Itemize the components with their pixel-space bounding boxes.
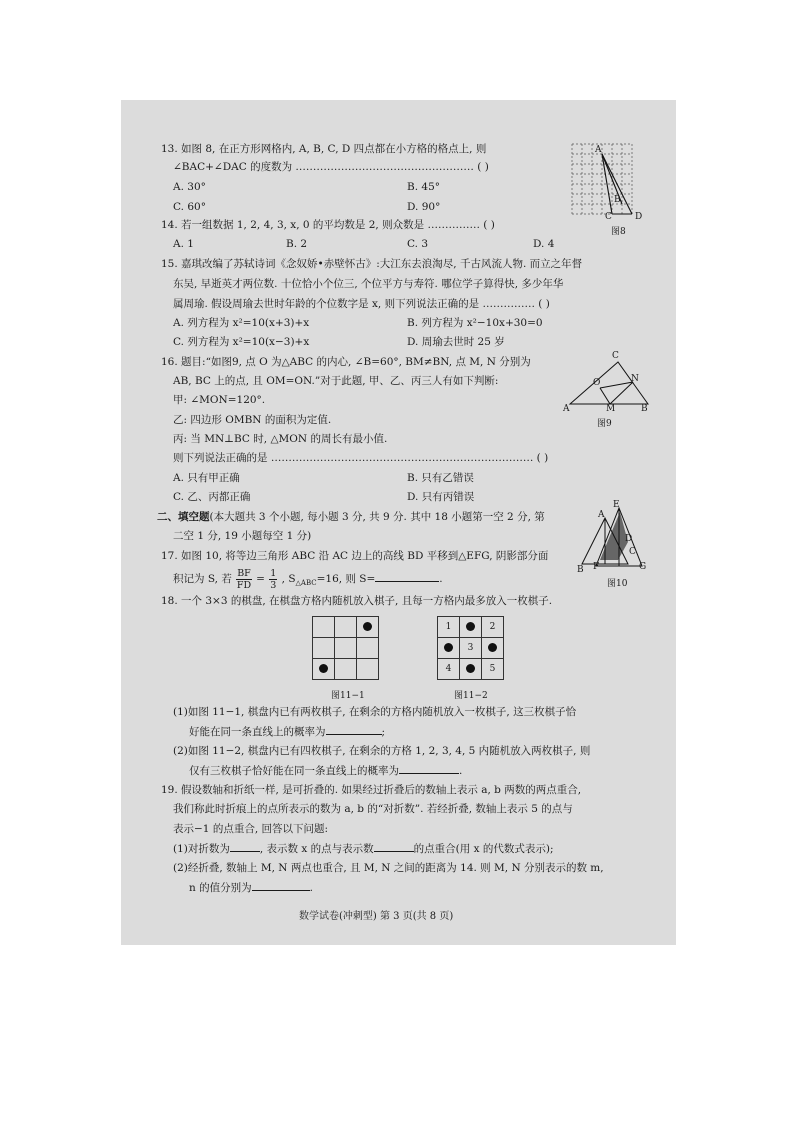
q19-blank-mn-values[interactable]: [252, 880, 310, 891]
q17-end: .: [439, 573, 443, 585]
q16-option-c: C. 乙、丙都正确: [173, 491, 251, 503]
q17-answer-blank[interactable]: [375, 571, 439, 582]
board1-row: [313, 617, 379, 638]
q19-line2: 我们称此时折痕上的点所表示的数为 a, b 的“对折数”. 若经折叠, 数轴上表示 5 的点与: [173, 803, 573, 815]
q18-sub2-end: .: [459, 765, 463, 777]
chess-piece: [488, 643, 497, 652]
q16-line2: AB, BC 上的点, 且 OM=ON.”对于此题, 甲、乙、丙三人有如下判断:: [173, 375, 499, 387]
q18-sub1-line2: [189, 724, 385, 739]
q15-line3: 属周瑜. 假设周瑜去世时年龄的个位数字是 x, 则下列说法正确的是 …………… ( ): [173, 298, 550, 310]
q14-option-c: C. 3: [407, 238, 429, 250]
board1-cell: [335, 617, 357, 638]
board1-cell: [335, 638, 357, 659]
q19-blank-fold-number[interactable]: [230, 841, 260, 852]
q17-equals: =: [256, 573, 265, 585]
q17-text-mid: , S: [281, 573, 296, 585]
q16-option-d: D. 只有丙错误: [407, 491, 475, 503]
q19-sub1-pre: (1)对折数为: [173, 843, 230, 855]
q16-option-b: B. 只有乙错误: [407, 472, 474, 484]
q18-sub2-line1: (2)如图 11−2, 棋盘内已有四枚棋子, 在剩余的方格 1, 2, 3, 4, 5 内随机放入两枚棋子, 则: [173, 745, 591, 757]
q14-line1: 14. 若一组数据 1, 2, 4, 3, x, 0 的平均数是 2, 则众数是 …………… ( ): [161, 219, 495, 231]
q19-sub2-line2: [189, 880, 313, 895]
fig10-label-f: F: [593, 562, 600, 572]
q15-option-c: C. 列方程为 x²=10(x−3)+x: [173, 336, 310, 348]
q13-line1: 13. 如图 8, 在正方形网格内, A, B, C, D 四点都在小方格的格点上, 则: [161, 143, 487, 155]
q18-sub1-line1: (1)如图 11−1, 棋盘内已有两枚棋子, 在剩余的方格内随机放入一枚棋子, 这三枚棋子恰: [173, 706, 577, 718]
q18-sub2-answer-blank[interactable]: [399, 763, 459, 774]
q19-line3: 表示−1 的点重合, 回答以下问题:: [173, 823, 329, 835]
fig9-label-c: C: [612, 351, 619, 361]
section-2-line2: 二空 1 分, 19 小题每空 1 分): [173, 530, 312, 542]
q13-option-d: D. 90°: [407, 201, 441, 213]
section-2-heading: 二、填空题: [157, 511, 210, 523]
fig10-caption: 图10: [607, 579, 628, 589]
q19-line1: 19. 假设数轴和折纸一样, 是可折叠的. 如果经过折叠后的数轴上表示 a, b 两数的两点重合,: [161, 784, 582, 796]
q16-line5: 丙: 当 MN⊥BC 时, △MON 的周长有最小值.: [173, 433, 388, 445]
board1-cell: [335, 659, 357, 680]
page-footer: 数学试卷(冲刺型) 第 3 页(共 8 页): [299, 911, 454, 922]
chess-piece: [466, 664, 475, 673]
board2-row: [438, 617, 504, 638]
board1-row: [313, 638, 379, 659]
board1-row: [313, 659, 379, 680]
chess-piece: [444, 643, 453, 652]
board1-cell: [357, 659, 379, 680]
q14-option-a: A. 1: [173, 238, 194, 250]
q17-subscript: △ABC: [295, 579, 317, 588]
q19-sub2-end: .: [309, 882, 313, 894]
fig10-label-d: D: [625, 534, 633, 544]
q17-fraction-one-third: [269, 568, 277, 591]
q14-option-d: D. 4: [533, 238, 555, 250]
q16-line4: 乙: 四边形 OMBN 的面积为定值.: [173, 414, 332, 426]
q19-sub1-mid: , 表示数 x 的点与表示数: [259, 843, 374, 855]
board2-row: [438, 638, 504, 659]
board2-cell: [482, 638, 504, 659]
q19-sub2-pre: n 的值分别为: [189, 882, 252, 894]
board2-row: [438, 659, 504, 680]
fig8-label-c: C: [605, 212, 612, 222]
fig9-label-a: A: [563, 404, 570, 414]
board1-cell: [357, 617, 379, 638]
section-2-instructions: (本大题共 3 个小题, 每小题 3 分, 共 9 分. 其中 18 小题第一空 2 分, 第: [209, 511, 545, 523]
q17-text-post: =16, 则 S=: [316, 573, 376, 585]
exam-page: [121, 100, 676, 945]
q18-sub1-answer-blank[interactable]: [326, 724, 382, 735]
fig9-caption: 图9: [597, 419, 612, 429]
q14-option-b: B. 2: [286, 238, 308, 250]
board2-cell-3: 3: [460, 638, 482, 659]
chess-piece: [363, 622, 372, 631]
q17-fraction-bf-fd: [236, 568, 252, 591]
q18-sub1-end: ;: [381, 726, 386, 738]
fig9-label-b: B: [641, 404, 648, 414]
fig8-label-d: D: [635, 212, 643, 222]
q17-line1: 17. 如图 10, 将等边三角形 ABC 沿 AC 边上的高线 BD 平移到△EFG, 阴影部分面: [161, 550, 549, 562]
q18-line1: 18. 一个 3×3 的棋盘, 在棋盘方格内随机放入棋子, 且每一方格内最多放入一枚棋子.: [161, 595, 553, 607]
q17-frac1-den: FD: [236, 579, 252, 591]
q17-frac2-den: 3: [270, 579, 277, 591]
board1-cell: [357, 638, 379, 659]
fig10-label-a: A: [598, 510, 605, 520]
q15-option-b: B. 列方程为 x²−10x+30=0: [407, 317, 543, 329]
q19-sub2-line1: (2)经折叠, 数轴上 M, N 两点也重合, 且 M, N 之间的距离为 14. 则 M, N 分别表示的数 m,: [173, 862, 604, 874]
board1-cell: [313, 617, 335, 638]
board2-cell: [438, 638, 460, 659]
board1-cell: [313, 659, 335, 680]
board2-cell: [460, 659, 482, 680]
chess-piece: [466, 622, 475, 631]
section-2-line1: [157, 510, 545, 524]
board1-cell: [313, 638, 335, 659]
fig11-2-caption: 图11−2: [454, 691, 488, 701]
fig9-label-o: O: [593, 378, 601, 388]
fig11-1-caption: 图11−1: [331, 691, 365, 701]
fig9-label-m: M: [606, 404, 616, 414]
q13-line2: ∠BAC+∠DAC 的度数为 …………………………………………… ( ): [173, 161, 489, 173]
fig10-label-g: G: [639, 562, 647, 572]
q16-line1: 16. 题目:“如图9, 点 O 为△ABC 的内心, ∠B=60°, BM≠BN, 点 M, N 分别为: [161, 356, 531, 368]
q19-blank-expression[interactable]: [374, 841, 414, 852]
board2-cell-1: 1: [438, 617, 460, 638]
fig10-label-c: C: [629, 547, 636, 557]
q13-option-b: B. 45°: [407, 181, 441, 193]
q16-option-a: A. 只有甲正确: [173, 472, 240, 484]
q17-frac2-num: 1: [270, 567, 277, 579]
q15-line2: 东吴, 早逝英才两位数. 十位恰小个位三, 个位平方与寿符. 哪位学子算得快, 多少年华: [173, 278, 564, 290]
chessboard-11-1: [312, 616, 379, 680]
fig10-label-b: B: [577, 565, 584, 575]
q16-line6: 则下列说法正确的是 ………………………………………………………………… ( ): [173, 452, 549, 464]
q15-line1: 15. 嘉琪改编了苏轼诗词《念奴娇•赤壁怀古》:大江东去浪淘尽, 千古风流人物. 而立之年督: [161, 258, 583, 270]
q13-option-c: C. 60°: [173, 201, 206, 213]
fig8-label-a: A: [595, 145, 602, 155]
q19-sub1-post: 的点重合(用 x 的代数式表示);: [413, 843, 554, 855]
fig9-label-n: N: [631, 374, 639, 384]
board2-cell-4: 4: [438, 659, 460, 680]
q17-text-pre: 积记为 S, 若: [173, 573, 232, 585]
q15-option-a: A. 列方程为 x²=10(x+3)+x: [173, 317, 310, 329]
chess-piece: [319, 664, 328, 673]
q13-option-a: A. 30°: [173, 181, 206, 193]
chessboard-11-2: [437, 616, 504, 680]
fig10-label-e: E: [613, 500, 620, 510]
board2-cell-5: 5: [482, 659, 504, 680]
q17-line2: [173, 566, 443, 596]
q15-option-d: D. 周瑜去世时 25 岁: [407, 336, 505, 348]
board2-cell-2: 2: [482, 617, 504, 638]
fig8-caption: 图8: [611, 227, 626, 237]
q17-frac1-num: BF: [237, 567, 251, 579]
q18-sub1-text: 好能在同一条直线上的概率为: [189, 726, 326, 738]
board2-cell: [460, 617, 482, 638]
q18-sub2-text: 仅有三枚棋子恰好能在同一条直线上的概率为: [189, 765, 399, 777]
q19-sub1: [173, 841, 553, 856]
q18-sub2-line2: [189, 763, 462, 778]
q16-line3: 甲: ∠MON=120°.: [173, 394, 266, 406]
fig8-label-b: B: [614, 195, 621, 205]
